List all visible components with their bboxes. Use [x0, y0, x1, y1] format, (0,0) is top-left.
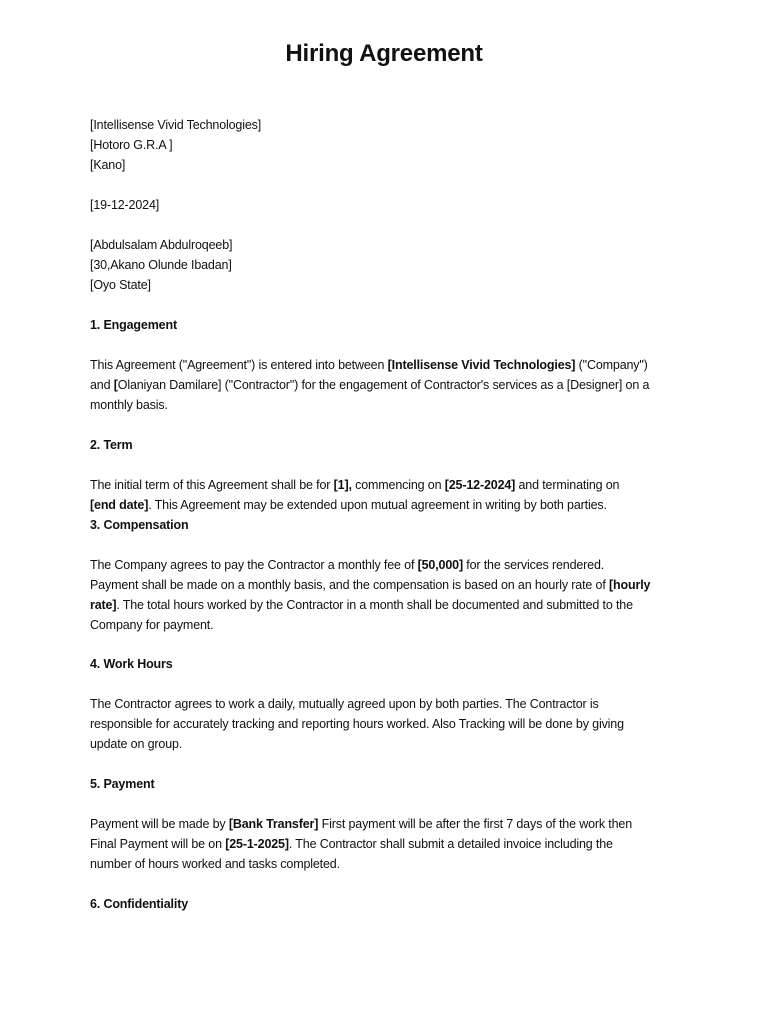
term-length: [1], — [333, 478, 352, 492]
paragraph-line: The Contractor agrees to work a daily, mutually agreed upon by both parties. The Contractor is — [90, 697, 599, 711]
paragraph-line — [90, 814, 690, 834]
section-engagement — [90, 315, 690, 335]
section-confidentiality — [90, 894, 690, 914]
paragraph-line — [90, 495, 690, 515]
page-title: Hiring Agreement — [285, 40, 483, 67]
text-run: ("Company") — [575, 358, 648, 372]
paragraph-line — [90, 375, 690, 395]
paragraph-line: update on group. — [90, 737, 183, 751]
text-run: Olaniyan Damilare] ("Contractor") for the engagement of Contractor's services as a [Designer] on a — [117, 378, 650, 392]
recipient-name: [Abdulsalam Abdulroqeeb] — [90, 238, 233, 252]
hourly-rate: rate] — [90, 598, 117, 612]
recipient-street: [30,Akano Olunde Ibadan] — [90, 258, 232, 272]
text-run: and — [90, 378, 114, 392]
section-term — [90, 435, 690, 455]
paragraph-line — [90, 595, 690, 615]
section-heading: 1. Engagement — [90, 318, 177, 332]
text-run: . This Agreement may be extended upon mutual agreement in writing by both parties. — [148, 498, 607, 512]
end-date: [end date] — [90, 498, 149, 512]
section-heading: 2. Term — [90, 438, 133, 452]
sender-street: [Hotoro G.R.A ] — [90, 138, 173, 152]
text-run: The initial term of this Agreement shall be for — [90, 478, 334, 492]
text-run: commencing on — [351, 478, 445, 492]
work-hours-paragraph — [90, 694, 690, 754]
recipient-address — [90, 235, 690, 295]
final-payment-date: [25-1-2025] — [225, 837, 289, 851]
monthly-fee: [50,000] — [417, 558, 463, 572]
paragraph-line — [90, 575, 690, 595]
text-run: . The Contractor shall submit a detailed invoice including the — [288, 837, 613, 851]
engagement-paragraph — [90, 355, 690, 415]
payment-method: [Bank Transfer] — [228, 817, 319, 831]
term-paragraph — [90, 475, 690, 535]
section-heading: 4. Work Hours — [90, 657, 173, 671]
paragraph-line: Company for payment. — [90, 618, 214, 632]
text-run: Payment will be made by — [90, 817, 229, 831]
section-work-hours — [90, 654, 690, 674]
letter-date: [19-12-2024] — [90, 198, 160, 212]
text-run: This Agreement ("Agreement") is entered into between — [90, 358, 388, 372]
company-name: [Intellisense Vivid Technologies] — [387, 358, 576, 372]
recipient-state: [Oyo State] — [90, 278, 151, 292]
paragraph-line: responsible for accurately tracking and reporting hours worked. Also Tracking will be done by giving — [90, 717, 624, 731]
paragraph-line — [90, 834, 690, 854]
sender-address — [90, 115, 690, 175]
text-run: Final Payment will be on — [90, 837, 226, 851]
payment-paragraph — [90, 814, 690, 874]
text-run: . The total hours worked by the Contractor in a month shall be documented and submitted to the — [116, 598, 633, 612]
compensation-paragraph — [90, 555, 690, 635]
section-payment — [90, 774, 690, 794]
paragraph-line — [90, 555, 690, 575]
paragraph-line: number of hours worked and tasks completed. — [90, 857, 340, 871]
text-run: The Company agrees to pay the Contractor a monthly fee of — [90, 558, 418, 572]
paragraph-line: monthly basis. — [90, 398, 168, 412]
text-run: and terminating on — [515, 478, 620, 492]
text-run: First payment will be after the first 7 days of the work then — [318, 817, 633, 831]
text-run: Payment shall be made on a monthly basis, and the compensation is based on an hourly rate of — [90, 578, 610, 592]
sender-city: [Kano] — [90, 158, 126, 172]
section-heading-compensation: 3. Compensation — [90, 518, 189, 532]
hourly-rate: [hourly — [609, 578, 651, 592]
paragraph-line — [90, 475, 690, 495]
start-date: [25-12-2024] — [444, 478, 516, 492]
bracket-bold: [ — [113, 378, 118, 392]
date-block — [90, 195, 690, 215]
sender-name: [Intellisense Vivid Technologies] — [90, 118, 262, 132]
paragraph-line — [90, 355, 690, 375]
section-heading: 5. Payment — [90, 777, 155, 791]
text-run: for the services rendered. — [462, 558, 605, 572]
section-heading: 6. Confidentiality — [90, 897, 189, 911]
